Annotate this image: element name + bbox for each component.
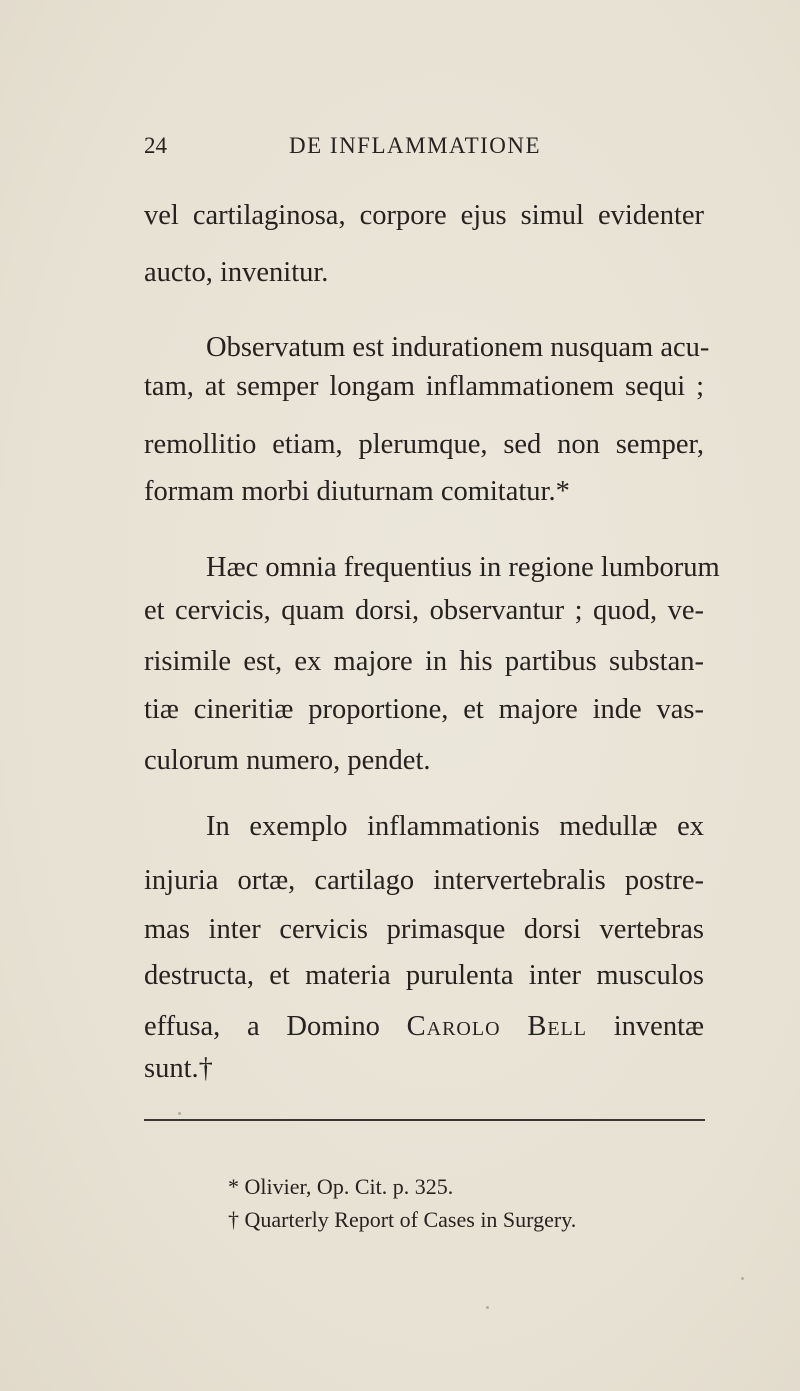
text-line: et cervicis, quam dorsi, observantur ; quod, ve- [144,595,704,626]
author-name: Bell [527,1011,587,1042]
text-line: Observatum est indurationem nusquam acu- [206,332,710,363]
text-line: sunt.† [144,1053,213,1084]
text-line: destructa, et materia purulenta inter musculos [144,960,704,991]
paper-speck [486,1306,489,1309]
text-line: In exemplo inflammationis medullæ ex [206,811,704,842]
paper-speck [741,1277,744,1280]
page-header [144,133,724,173]
text-line: remollitio etiam, plerumque, sed non semper, [144,429,704,460]
text-line: Hæc omnia frequentius in regione lumborum [206,552,720,583]
text-line [144,1004,704,1050]
text-line: risimile est, ex majore in his partibus substan- [144,646,704,677]
text-fragment: effusa, a Domino [144,1011,407,1042]
text-line: aucto, invenitur. [144,257,329,288]
footnote-rule [144,1119,705,1121]
text-line: tam, at semper longam inflammationem sequi ; [144,371,704,402]
text-fragment: inventæ [586,1011,705,1042]
text-line: formam morbi diuturnam comitatur.* [144,476,570,507]
footnote: * Olivier, Op. Cit. p. 325. [228,1174,454,1199]
paper-speck [178,1112,181,1115]
text-line: culorum numero, pendet. [144,745,431,776]
author-name: Carolo [406,1011,501,1042]
text-line: vel cartilaginosa, corpore ejus simul evidenter [144,200,704,231]
footnote: † Quarterly Report of Cases in Surgery. [228,1207,577,1232]
running-head: DE INFLAMMATIONE [289,133,542,158]
page-number: 24 [144,133,167,158]
text-line: tiæ cineritiæ proportione, et majore inde vas- [144,694,704,725]
text-line: mas inter cervicis primasque dorsi vertebras [144,914,704,945]
text-line: injuria ortæ, cartilago intervertebralis postre- [144,865,704,896]
